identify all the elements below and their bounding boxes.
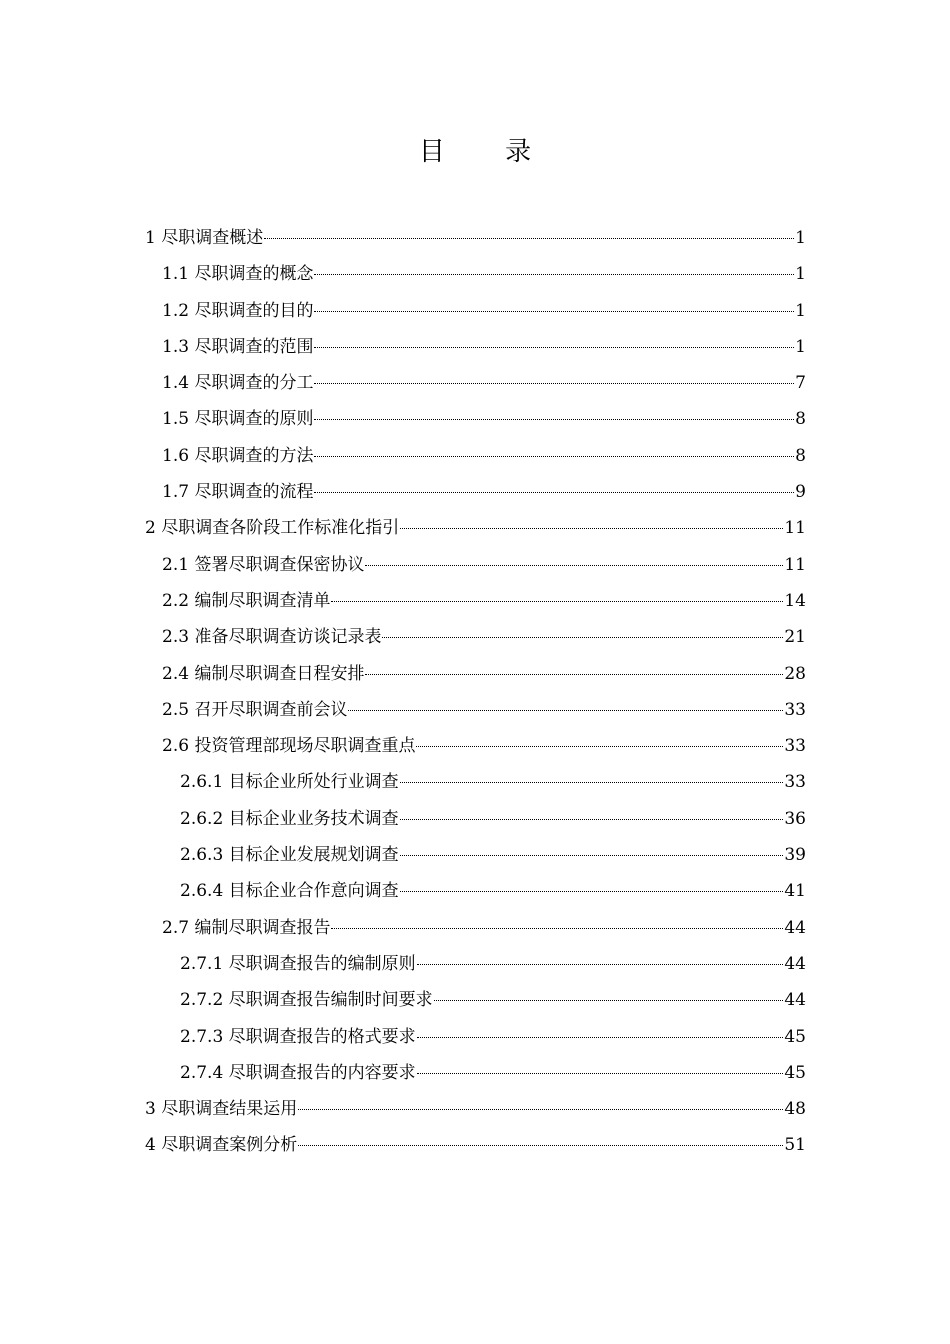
toc-entry-page-number: 33 [784,772,806,793]
toc-entry-label: 1.1 尽职调查的概念 [162,264,314,285]
toc-entry[interactable] [145,728,806,764]
toc-dot-leader [314,311,794,312]
toc-entry-page-number: 44 [784,953,806,974]
toc-dot-leader [365,565,783,566]
toc-entry[interactable] [145,656,806,692]
toc-entry-label: 1.4 尽职调查的分工 [162,373,314,394]
toc-entry[interactable] [145,547,806,583]
toc-entry-page-number: 21 [784,627,806,648]
toc-entry-label: 1.2 尽职调查的目的 [162,300,314,321]
toc-entry[interactable] [145,837,806,873]
toc-entry[interactable] [145,220,806,256]
toc-entry[interactable] [145,873,806,909]
toc-entry-label: 2.6.3 目标企业发展规划调查 [180,845,399,866]
toc-entry[interactable] [145,329,806,365]
toc-entry-page-number: 44 [784,990,806,1011]
toc-entry-label: 1 尽职调查概述 [145,228,264,248]
toc-entry-label: 2.3 准备尽职调查访谈记录表 [162,627,382,648]
toc-dot-leader [400,891,784,892]
toc-dot-leader [417,964,784,965]
toc-entry[interactable] [145,256,806,292]
toc-entry-label: 1.7 尽职调查的流程 [162,482,314,503]
toc-entry-label: 1.6 尽职调查的方法 [162,445,314,466]
toc-entry[interactable] [145,438,806,474]
toc-dot-leader [314,419,794,420]
toc-entry-page-number: 45 [784,1062,806,1083]
toc-entry-label: 2.6.4 目标企业合作意向调查 [180,881,399,902]
toc-entry-page-number: 51 [784,1135,806,1156]
toc-entry[interactable] [145,946,806,982]
toc-entry-label: 2.7.2 尽职调查报告编制时间要求 [180,990,433,1011]
toc-list [145,220,806,1164]
toc-entry-label: 2.5 召开尽职调查前会议 [162,699,348,720]
toc-entry-label: 2.4 编制尽职调查日程安排 [162,663,365,684]
toc-dot-leader [400,782,784,783]
toc-entry[interactable] [145,401,806,437]
toc-entry-page-number: 8 [795,445,806,466]
toc-entry-page-number: 33 [784,699,806,720]
toc-entry[interactable] [145,365,806,401]
toc-entry-page-number: 14 [784,590,806,611]
toc-entry-page-number: 28 [784,663,806,684]
toc-entry[interactable] [145,619,806,655]
toc-dot-leader [434,1000,784,1001]
toc-entry-label: 2.6.1 目标企业所处行业调查 [180,772,399,793]
toc-entry[interactable] [145,801,806,837]
toc-entry-page-number: 39 [784,845,806,866]
toc-entry-page-number: 1 [795,264,806,285]
toc-dot-leader [264,238,794,239]
toc-entry[interactable] [145,1091,806,1127]
toc-entry-label: 2.6.2 目标企业业务技术调查 [180,808,399,829]
toc-entry-page-number: 41 [784,881,806,902]
toc-dot-leader [314,492,794,493]
toc-dot-leader [298,1109,783,1110]
toc-entry-page-number: 8 [795,409,806,430]
toc-dot-leader [314,383,794,384]
toc-entry-page-number: 1 [795,228,806,248]
toc-dot-leader [314,347,794,348]
toc-entry-page-number: 44 [784,917,806,938]
toc-dot-leader [298,1145,783,1146]
toc-dot-leader [382,637,783,638]
toc-dot-leader [400,528,783,529]
toc-dot-leader [348,710,783,711]
toc-dot-leader [314,456,794,457]
toc-entry[interactable] [145,474,806,510]
toc-title: 目 录 [418,137,558,167]
toc-entry-page-number: 48 [784,1099,806,1120]
toc-entry-page-number: 11 [784,518,806,539]
toc-entry-page-number: 33 [784,736,806,757]
toc-entry-page-number: 7 [795,373,806,394]
toc-dot-leader [365,674,783,675]
toc-entry-label: 2 尽职调查各阶段工作标准化指引 [145,518,400,539]
toc-dot-leader [331,928,783,929]
toc-entry[interactable] [145,692,806,728]
toc-entry[interactable] [145,982,806,1018]
toc-dot-leader [416,746,783,747]
toc-entry[interactable] [145,910,806,946]
toc-dot-leader [417,1037,784,1038]
toc-entry-label: 3 尽职调查结果运用 [145,1099,298,1120]
toc-entry-page-number: 1 [795,300,806,321]
toc-entry-label: 2.7 编制尽职调查报告 [162,917,331,938]
toc-entry-label: 2.6 投资管理部现场尽职调查重点 [162,736,416,757]
toc-entry[interactable] [145,583,806,619]
toc-entry-page-number: 1 [795,336,806,357]
toc-entry-page-number: 36 [784,808,806,829]
toc-dot-leader [331,601,783,602]
toc-entry-label: 2.7.3 尽职调查报告的格式要求 [180,1026,416,1047]
toc-entry-label: 2.7.1 尽职调查报告的编制原则 [180,953,416,974]
toc-entry-label: 4 尽职调查案例分析 [145,1135,298,1156]
toc-dot-leader [400,855,784,856]
toc-dot-leader [417,1073,784,1074]
toc-entry-label: 2.2 编制尽职调查清单 [162,590,331,611]
toc-dot-leader [400,819,784,820]
toc-entry-label: 2.1 签署尽职调查保密协议 [162,554,365,575]
toc-entry-page-number: 45 [784,1026,806,1047]
toc-entry[interactable] [145,764,806,800]
toc-entry[interactable] [145,1019,806,1055]
toc-entry[interactable] [145,510,806,546]
toc-entry-label: 1.5 尽职调查的原则 [162,409,314,430]
toc-entry-label: 1.3 尽职调查的范围 [162,336,314,357]
toc-entry[interactable] [145,1055,806,1091]
toc-entry[interactable] [145,293,806,329]
toc-entry-page-number: 11 [784,554,806,575]
toc-entry[interactable] [145,1127,806,1163]
toc-entry-label: 2.7.4 尽职调查报告的内容要求 [180,1062,416,1083]
toc-entry-page-number: 9 [795,482,806,503]
toc-dot-leader [314,274,794,275]
